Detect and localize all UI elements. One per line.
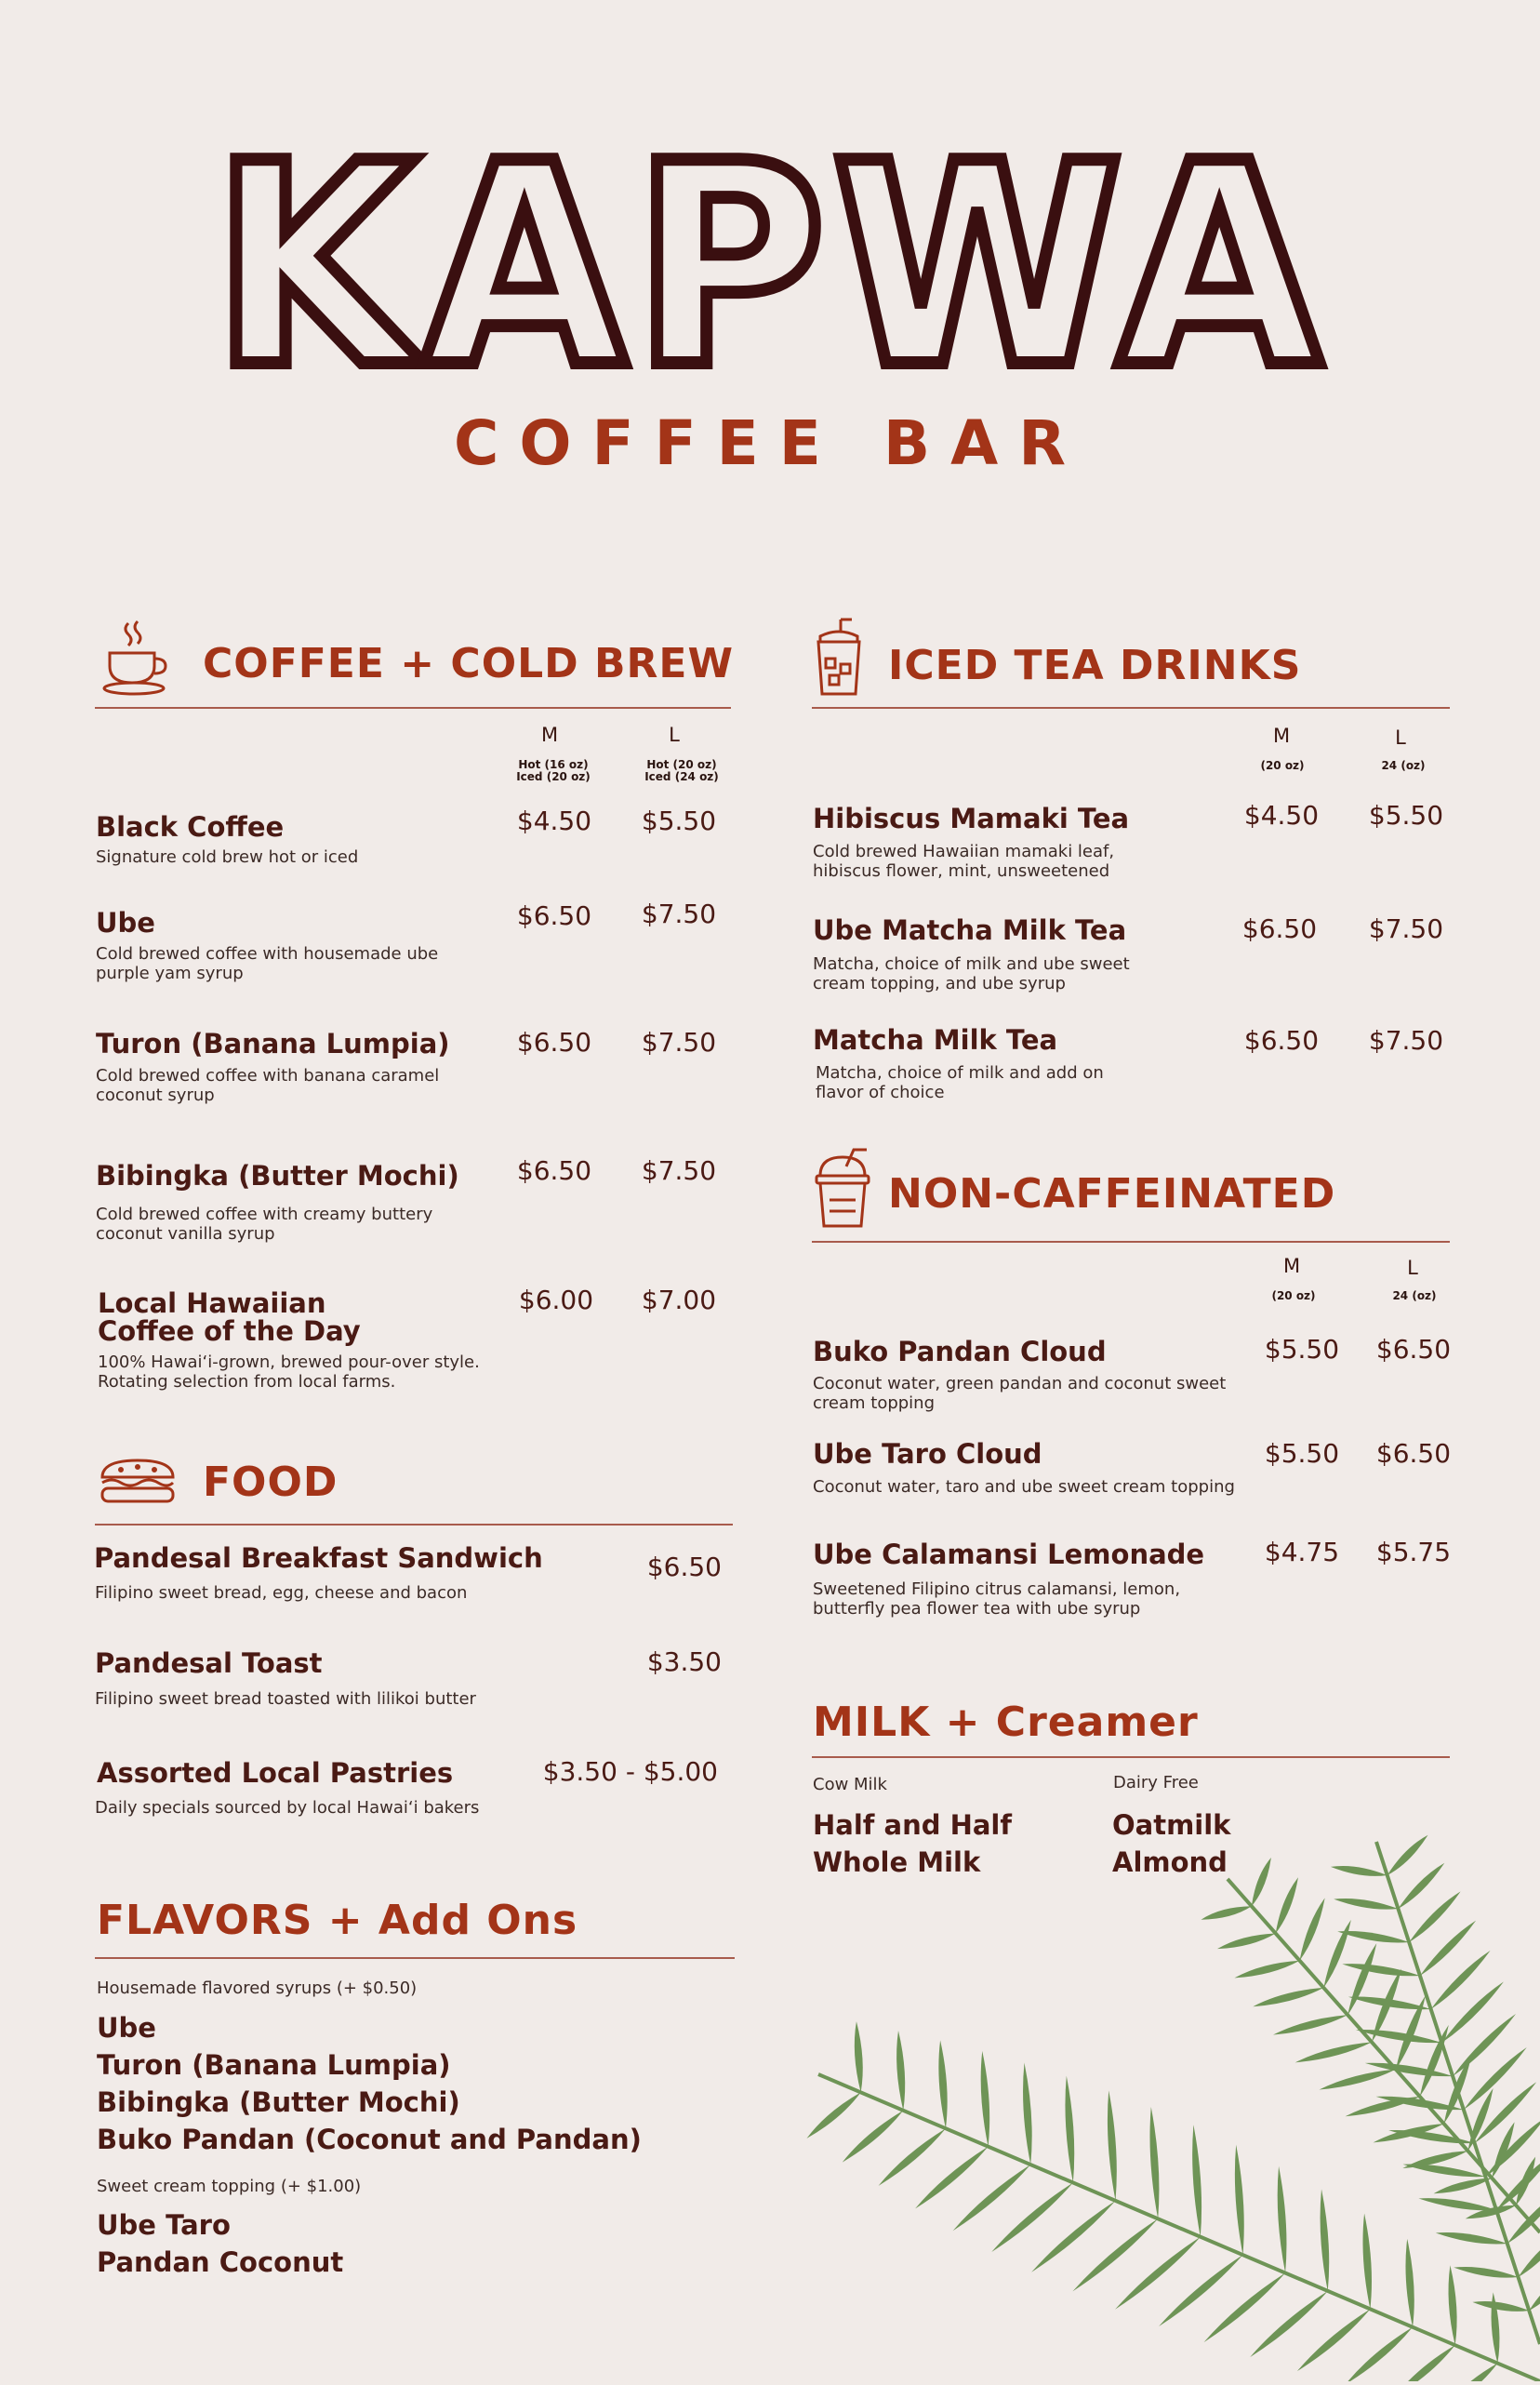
noncaf-section-title: NON-CAFFEINATED	[888, 1170, 1336, 1218]
coffee-size-m: M	[540, 724, 559, 746]
coffee-size-l-note: Hot (20 oz) Iced (24 oz)	[644, 758, 719, 784]
menu-item-name: Ube Calamansi Lemonade	[813, 1539, 1205, 1570]
price-l: $6.50	[1375, 1334, 1452, 1365]
tea-size-m-note: (20 oz)	[1260, 759, 1305, 772]
menu-item-desc: Sweetened Filipino citrus calamansi, lemon, butterfly pea flower tea with ube syrup	[813, 1579, 1181, 1619]
price-m: $6.00	[518, 1285, 594, 1315]
price-m: $4.50	[1243, 800, 1320, 831]
noncaf-size-m-note: (20 oz)	[1271, 1289, 1316, 1302]
menu-item-name: Ube Taro Cloud	[813, 1438, 1042, 1470]
price-m: $5.50	[1264, 1334, 1340, 1365]
price-m: $5.50	[1264, 1438, 1340, 1469]
menu-item-desc: Cold brewed coffee with housemade ube purple yam syrup	[96, 944, 439, 983]
brand-logo	[0, 130, 1540, 391]
list-item: Half and Half	[813, 1809, 1012, 1841]
food-section-title: FOOD	[203, 1459, 339, 1506]
menu-item-name: Matcha Milk Tea	[813, 1024, 1058, 1056]
sandwich-icon	[99, 1457, 177, 1505]
tea-size-l: L	[1395, 726, 1406, 749]
list-item: Ube Taro	[97, 2209, 231, 2241]
food-divider	[95, 1524, 733, 1526]
menu-item-desc: Filipino sweet bread toasted with lilikoi butter	[95, 1689, 476, 1709]
milk-divider	[812, 1756, 1450, 1758]
price-l: $7.50	[641, 1027, 717, 1058]
menu-item-name: Assorted Local Pastries	[97, 1757, 454, 1789]
flavors-section-title: FLAVORS + Add Ons	[97, 1897, 578, 1944]
menu-item-name: Ube Matcha Milk Tea	[813, 914, 1127, 946]
price-m: $6.50	[516, 900, 592, 931]
menu-item-desc: Daily specials sourced by local Hawai‘i bakers	[95, 1798, 480, 1818]
price-l: $5.50	[641, 806, 717, 836]
tea-section-title: ICED TEA DRINKS	[888, 642, 1302, 689]
cream-list	[97, 2206, 343, 2281]
syrups-label: Housemade flavored syrups (+ $0.50)	[97, 1979, 418, 1998]
brand-subtitle: COFFEE BAR	[453, 407, 1087, 479]
noncaf-size-l-note: 24 (oz)	[1392, 1289, 1437, 1302]
coffee-section-title: COFFEE + COLD BREW	[203, 640, 735, 687]
menu-item-name: Turon (Banana Lumpia)	[96, 1028, 450, 1059]
coffee-size-m-note: Hot (16 oz) Iced (20 oz)	[516, 758, 591, 784]
menu-item-name: Black Coffee	[96, 811, 285, 843]
food-price: $3.50 - $5.00	[542, 1756, 718, 1787]
price-l: $7.50	[641, 1155, 717, 1186]
palm-leaf-icon	[800, 1823, 1540, 2381]
dairy-free-label: Dairy Free	[1113, 1773, 1199, 1792]
price-l: $5.75	[1375, 1537, 1452, 1567]
menu-item-name: Buko Pandan Cloud	[813, 1336, 1107, 1367]
coffee-size-l: L	[669, 724, 680, 746]
coffee-divider	[95, 707, 731, 709]
price-l: $7.50	[1368, 1025, 1444, 1056]
list-item: Whole Milk	[813, 1846, 981, 1878]
menu-item-desc: Signature cold brew hot or iced	[96, 847, 359, 867]
noncaf-divider	[812, 1241, 1450, 1243]
smoothie-cup-icon	[813, 1144, 872, 1230]
menu-item-desc: 100% Hawai‘i-grown, brewed pour-over style. Rotating selection from local farms.	[98, 1352, 480, 1392]
list-item: Ube	[97, 2012, 156, 2044]
tea-size-l-note: 24 (oz)	[1381, 759, 1426, 772]
menu-item-desc: Filipino sweet bread, egg, cheese and bacon	[95, 1583, 468, 1603]
list-item: Oatmilk	[1112, 1809, 1231, 1841]
list-item: Almond	[1112, 1846, 1228, 1878]
price-m: $6.50	[516, 1155, 592, 1186]
menu-item-name: Local Hawaiian Coffee of the Day	[98, 1287, 361, 1348]
syrups-list	[97, 2009, 642, 2158]
list-item: Buko Pandan (Coconut and Pandan)	[97, 2124, 642, 2155]
noncaf-size-m: M	[1282, 1255, 1301, 1277]
menu-item-desc: Coconut water, green pandan and coconut sweet cream topping	[813, 1374, 1227, 1413]
price-l: $7.50	[641, 899, 717, 929]
food-price: $3.50	[646, 1646, 722, 1677]
price-l: $7.00	[641, 1285, 717, 1315]
iced-tea-icon	[813, 618, 865, 698]
menu-item-desc: Matcha, choice of milk and add on flavor of choice	[816, 1063, 1104, 1102]
price-m: $6.50	[516, 1027, 592, 1058]
cream-label: Sweet cream topping (+ $1.00)	[97, 2177, 362, 2196]
list-item: Pandan Coconut	[97, 2246, 344, 2278]
tea-size-m: M	[1272, 725, 1291, 747]
tea-divider	[812, 707, 1450, 709]
menu-item-desc: Matcha, choice of milk and ube sweet cream topping, and ube syrup	[813, 954, 1130, 993]
price-l: $7.50	[1368, 913, 1444, 944]
price-m: $6.50	[1241, 913, 1318, 944]
menu-item-name: Hibiscus Mamaki Tea	[813, 803, 1130, 834]
flavors-divider	[95, 1957, 735, 1959]
price-m: $4.50	[516, 806, 592, 836]
milk-section-title: MILK + Creamer	[813, 1699, 1199, 1746]
menu-item-desc: Cold brewed Hawaiian mamaki leaf, hibiscus flower, mint, unsweetened	[813, 842, 1115, 881]
menu-item-name: Ube	[96, 907, 155, 939]
list-item: Turon (Banana Lumpia)	[97, 2049, 451, 2081]
coffee-cup-icon	[100, 620, 171, 696]
menu-item-name: Pandesal Breakfast Sandwich	[94, 1542, 543, 1574]
price-m: $4.75	[1264, 1537, 1340, 1567]
menu-item-desc: Cold brewed coffee with banana caramel coconut syrup	[96, 1066, 440, 1105]
noncaf-size-l: L	[1407, 1257, 1418, 1279]
brand-name: KAPWA	[212, 130, 1328, 391]
menu-item-desc: Coconut water, taro and ube sweet cream topping	[813, 1477, 1235, 1497]
price-m: $6.50	[1243, 1025, 1320, 1056]
food-price: $6.50	[646, 1552, 722, 1582]
list-item: Bibingka (Butter Mochi)	[97, 2086, 460, 2118]
menu-item-name: Pandesal Toast	[95, 1647, 323, 1679]
menu-item-name: Bibingka (Butter Mochi)	[96, 1160, 459, 1192]
price-l: $6.50	[1375, 1438, 1452, 1469]
price-l: $5.50	[1368, 800, 1444, 831]
menu-item-desc: Cold brewed coffee with creamy buttery coconut vanilla syrup	[96, 1205, 433, 1244]
cow-milk-label: Cow Milk	[813, 1775, 887, 1794]
